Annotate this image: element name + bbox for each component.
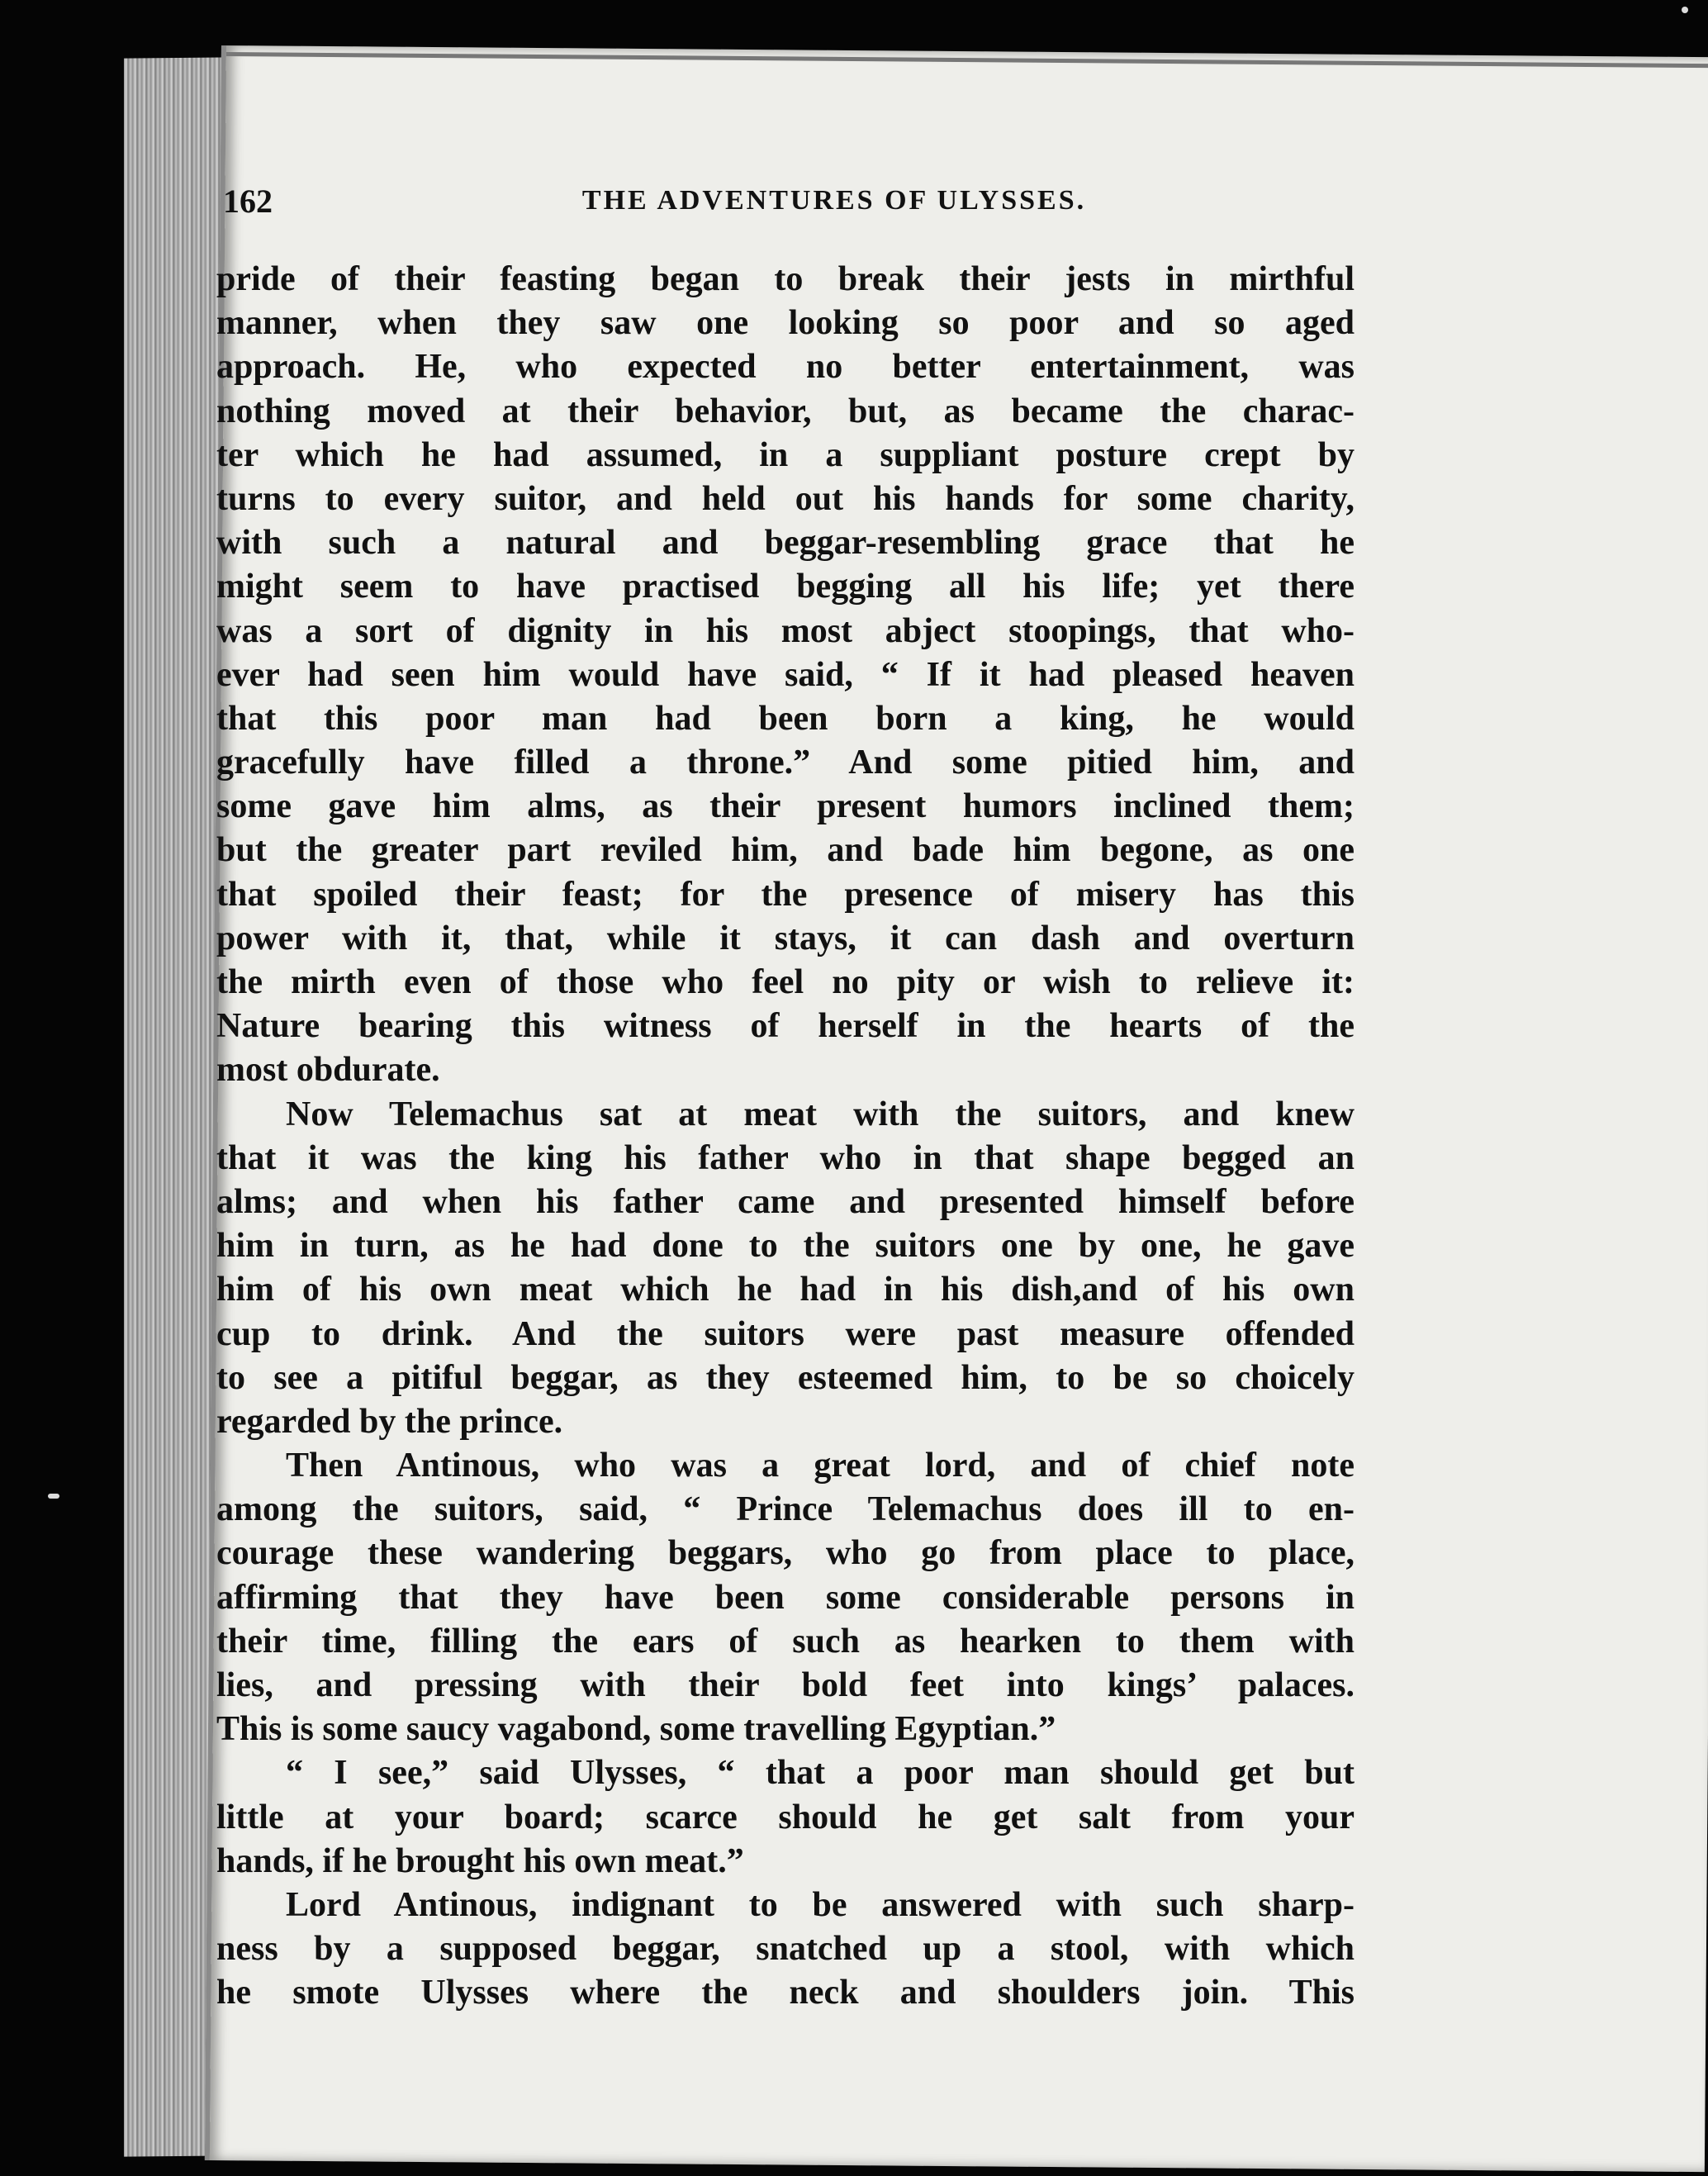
text-line: lies, and pressing with their bold feet into kings’ palaces. [216, 1666, 1355, 1704]
text-line: hands, if he brought his own meat.” [216, 1841, 744, 1880]
text-line: This is some saucy vagabond, some travelling Egyptian.” [216, 1710, 1056, 1749]
text-line: regarded by the prince. [216, 1402, 563, 1441]
dust-speck [1682, 7, 1688, 13]
text-line: Then Antinous, who was a great lord, and of chief note [286, 1447, 1355, 1485]
page-top-rule [226, 52, 1708, 68]
text-line: nothing moved at their behavior, but, as became the charac- [216, 392, 1355, 430]
text-line: manner, when they saw one looking so poor and so aged [216, 304, 1355, 343]
text-line: the mirth even of those who feel no pity or wish to relieve it: [216, 963, 1355, 1001]
text-line: might seem to have practised begging all his life; yet there [216, 568, 1355, 606]
text-line: with such a natural and beggar-resembling grace that he [216, 524, 1355, 563]
text-line: Nature bearing this witness of herself in the hearts of the [216, 1007, 1355, 1046]
text-line: that it was the king his father who in that shape begged an [216, 1138, 1355, 1177]
body-text [216, 258, 1355, 2016]
text-line: turns to every suitor, and held out his hands for some charity, [216, 479, 1355, 518]
text-line: power with it, that, while it stays, it can dash and overturn [216, 919, 1355, 957]
running-head [223, 182, 1346, 231]
text-line: him of his own meat which he had in his dish,and of his own [216, 1271, 1355, 1309]
text-line: little at your board; scarce should he get salt from your [216, 1798, 1355, 1836]
text-line: ever had seen him would have said, “ If it had pleased heaven [216, 655, 1355, 694]
running-title: THE ADVENTURES OF ULYSSES. [581, 185, 1087, 216]
text-line: that this poor man had been born a king, he would [216, 699, 1355, 738]
text-line: ter which he had assumed, in a suppliant posture crept by [216, 435, 1355, 474]
text-line: their time, filling the ears of such as hearken to them with [216, 1622, 1355, 1661]
text-line: ness by a supposed beggar, snatched up a stool, with which [216, 1930, 1355, 1969]
page-number: 162 [223, 183, 273, 220]
text-line: affirming that they have been some considerable persons in [216, 1578, 1355, 1617]
text-line: among the suitors, said, “ Prince Telemachus does ill to en- [216, 1490, 1355, 1529]
text-line: but the greater part reviled him, and bade him begone, as one [216, 831, 1355, 870]
text-line: most obdurate. [216, 1051, 440, 1090]
text-line: was a sort of dignity in his most abject stoopings, that who- [216, 611, 1355, 650]
text-line: him in turn, as he had done to the suitors one by one, he gave [216, 1227, 1355, 1266]
text-line: Now Telemachus sat at meat with the suitors, and knew [286, 1095, 1355, 1133]
text-line: cup to drink. And the suitors were past measure offended [216, 1314, 1355, 1353]
text-line: courage these wandering beggars, who go from place to place, [216, 1534, 1355, 1573]
text-line: pride of their feasting began to break their jests in mirthful [216, 260, 1355, 298]
text-line: “ I see,” said Ulysses, “ that a poor man should get but [286, 1754, 1355, 1793]
text-line: gracefully have filled a throne.” And some pitied him, and [216, 744, 1355, 782]
text-line: approach. He, who expected no better entertainment, was [216, 348, 1355, 387]
text-line: he smote Ulysses where the neck and shoulders join. This [216, 1974, 1355, 2012]
dust-speck [48, 1494, 59, 1499]
text-line: some gave him alms, as their present humors inclined them; [216, 787, 1355, 826]
text-line: to see a pitiful beggar, as they esteemed him, to be so choicely [216, 1358, 1355, 1397]
text-line: Lord Antinous, indignant to be answered with such sharp- [286, 1885, 1355, 1924]
text-line: alms; and when his father came and presented himself before [216, 1182, 1355, 1221]
text-line: that spoiled their feast; for the presence of misery has this [216, 875, 1355, 914]
